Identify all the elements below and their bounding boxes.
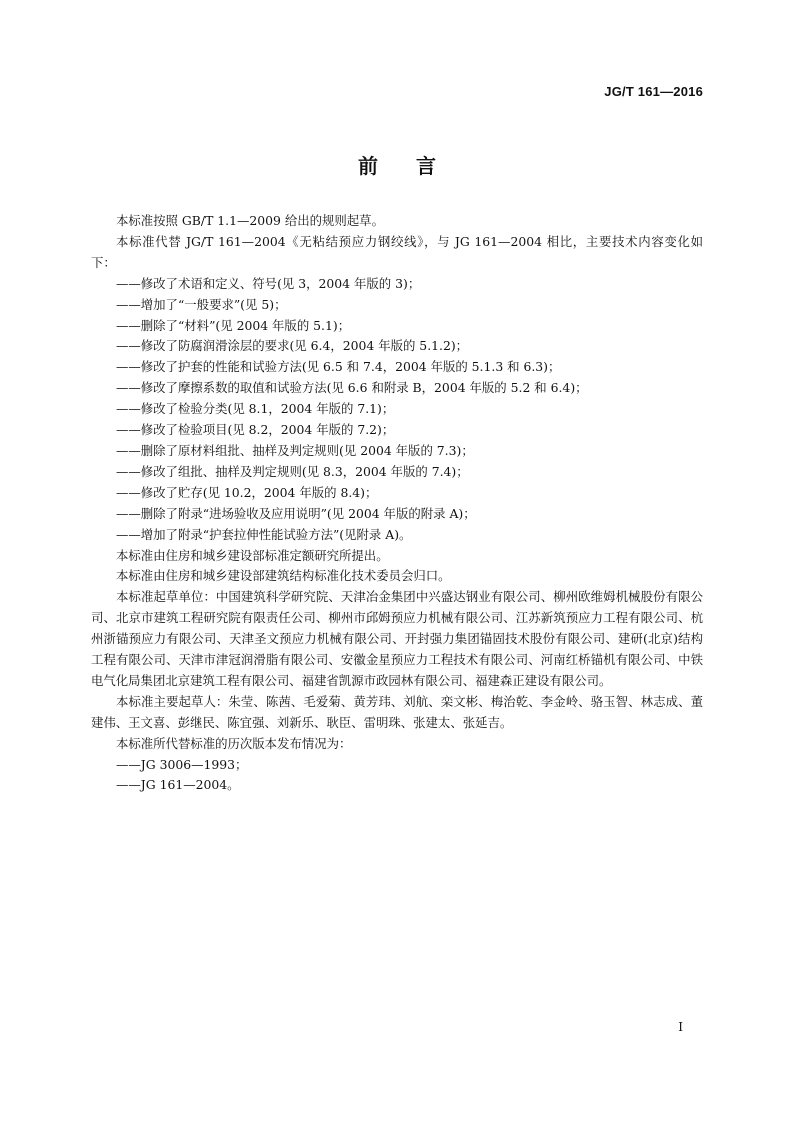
paragraph: 本标准由住房和城乡建设部建筑结构标准化技术委员会归口。 [116,568,451,584]
list-item: ——修改了贮存(见 10.2，2004 年版的 8.4)； [116,484,378,500]
page-number: I [678,1020,683,1034]
list-item: ——删除了原材料组批、抽样及判定规则(见 2004 年版的 7.3)； [116,442,474,458]
list-item: ——修改了摩擦系数的取值和试验方法(见 6.6 和附录 B，2004 年版的 5.2 和 6.4)； [116,380,588,396]
page-title [0,150,794,179]
list-item: ——删除了“材料”(见 2004 年版的 5.1)； [116,317,351,333]
list-item: ——JG 161—2004。 [116,777,240,793]
list-item: ——JG 3006—1993； [116,756,248,772]
list-item: ——修改了检验分类(见 8.1，2004 年版的 7.1)； [116,401,395,417]
list-item: ——增加了“一般要求”(见 5)； [116,296,287,312]
paragraph: 本标准由住房和城乡建设部标准定额研究所提出。 [116,547,389,563]
paragraph: 本标准主要起草人：朱莹、陈茜、毛爱菊、黄芳玮、刘航、栾文彬、梅治乾、李金岭、骆玉智、林志成、董建伟、王文喜、彭继民、陈宜强、刘新乐、耿臣、雷明珠、张建太、张延吉。 [91,693,703,730]
body-text [91,211,703,796]
paragraph: 本标准按照 GB/T 1.1—2009 给出的规则起草。 [116,213,384,228]
list-item: ——修改了组批、抽样及判定规则(见 8.3，2004 年版的 7.4)； [116,463,469,479]
list-item: ——修改了防腐润滑涂层的要求(见 6.4，2004 年版的 5.1.2)； [116,338,469,354]
title-char-1: 前 [358,154,378,178]
list-item: ——修改了检验项目(见 8.2，2004 年版的 7.2)； [116,422,395,438]
paragraph: 本标准代替 JG/T 161—2004《无粘结预应力钢绞线》，与 JG 161—2004 相比，主要技术内容变化如下： [91,233,703,270]
list-item: ——增加了附录“护套拉伸性能试验方法”(见附录 A)。 [116,526,412,542]
paragraph: 本标准所代替标准的历次版本发布情况为： [116,735,352,751]
list-item: ——删除了附录“进场验收及应用说明”(见 2004 年版的附录 A)； [116,505,476,521]
list-item: ——修改了术语和定义、符号(见 3，2004 年版的 3)； [116,275,421,291]
title-char-2: 言 [416,154,436,178]
paragraph: 本标准起草单位：中国建筑科学研究院、天津冶金集团中兴盛达钢业有限公司、柳州欧维姆机械股份有限公司、北京市建筑工程研究院有限责任公司、柳州市邱姆预应力机械有限公司、江苏新筑预应力工程有限公司、杭州浙锚预应力有限公司、天津圣文预应力机械有限公司、开封强力集团锚固技术股份有限公司、建研(北京)结构工程有限公司、天津市津冠润滑脂有限公司、安徽金星预应力工程技术有限公司、河南红桥锚机有限公司、中铁电气化局集团北京建筑工程有限公司、福建省凯源市政园林有限公司、福建森正建设有限公司。 [91,589,703,688]
standard-code: JG/T 161—2016 [604,84,703,99]
list-item: ——修改了护套的性能和试验方法(见 6.5 和 7.4，2004 年版的 5.1.3 和 6.3)； [116,359,561,375]
